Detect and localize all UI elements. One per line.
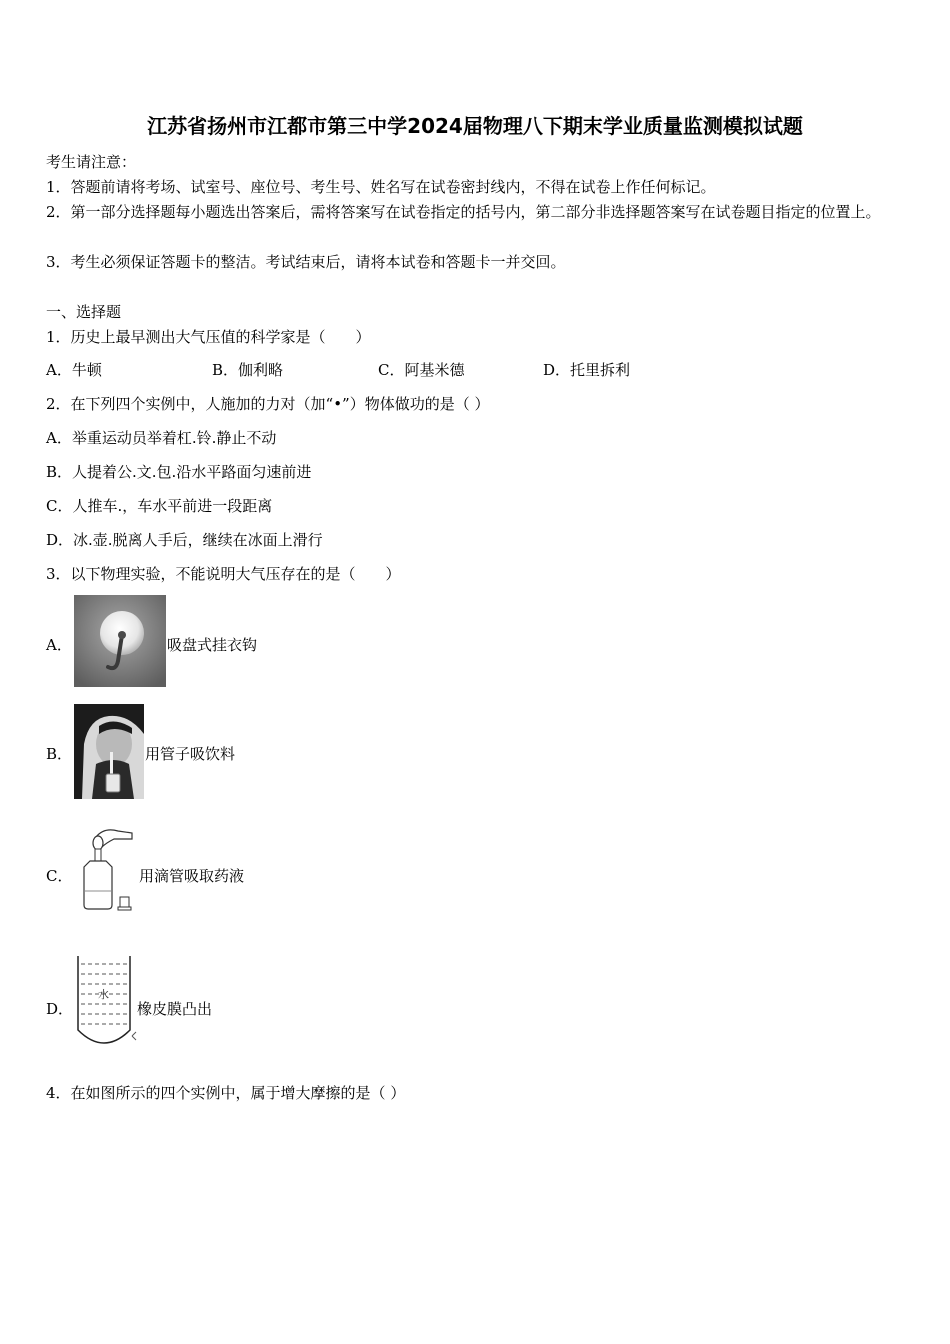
question-1-option-c: C．阿基米德 bbox=[378, 361, 465, 379]
question-2-stem: 2．在下列四个实例中，人施加的力对（加“•”）物体做功的是（ ） bbox=[46, 395, 490, 413]
notice-item-3: 3．考生必须保证答题卡的整洁。考试结束后，请将本试卷和答题卡一并交回。 bbox=[46, 253, 566, 271]
question-3-stem: 3．以下物理实验，不能说明大气压存在的是（ ） bbox=[46, 565, 401, 583]
rubber-membrane-image bbox=[74, 952, 138, 1052]
question-2-option-a: A．举重运动员举着杠.铃.静止不动 bbox=[46, 429, 277, 447]
question-2-option-d: D．冰.壶.脱离人手后，继续在冰面上滑行 bbox=[46, 531, 323, 549]
question-1-option-b: B．伽利略 bbox=[212, 361, 284, 379]
question-4-stem: 4．在如图所示的四个实例中，属于增大摩擦的是（ ） bbox=[46, 1084, 406, 1102]
dropper-drawing bbox=[74, 825, 134, 913]
question-3-option-d-letter: D． bbox=[46, 1000, 74, 1018]
notice-item-2: 2．第一部分选择题每小题选出答案后，需将答案写在试卷指定的括号内，第二部分非选择题答案写在试卷题目指定的位置上。 bbox=[46, 203, 881, 221]
dropper-image bbox=[74, 825, 134, 913]
drinking-straw-image bbox=[74, 704, 144, 799]
question-2-option-b: B．人提着公.文.包.沿水平路面匀速前进 bbox=[46, 463, 312, 481]
question-3-option-b-letter: B． bbox=[46, 745, 73, 763]
section-heading: 一、选择题 bbox=[46, 303, 122, 321]
question-2-option-c: C．人推车.，车水平前进一段距离 bbox=[46, 497, 273, 515]
question-3-option-a-text: 吸盘式挂衣钩 bbox=[167, 636, 258, 654]
rubber-membrane-drawing bbox=[74, 952, 138, 1052]
question-3-option-d-text: 橡皮膜凸出 bbox=[137, 1000, 213, 1018]
suction-hook-drawing bbox=[74, 595, 166, 687]
suction-hook-image bbox=[74, 595, 166, 687]
question-1-stem: 1．历史上最早测出大气压值的科学家是（ ） bbox=[46, 328, 371, 346]
water-label: 水 bbox=[98, 988, 109, 1001]
notice-item-1: 1．答题前请将考场、试室号、座位号、考生号、姓名写在试卷密封线内，不得在试卷上作任何标记。 bbox=[46, 178, 716, 196]
drinking-straw-drawing bbox=[74, 704, 144, 799]
question-3-option-a-letter: A． bbox=[46, 636, 72, 654]
question-1-option-d: D．托里拆利 bbox=[543, 361, 631, 379]
question-3-option-c-text: 用滴管吸取药液 bbox=[139, 867, 245, 885]
notice-heading: 考生请注意： bbox=[46, 153, 137, 171]
question-1-option-a: A．牛顿 bbox=[46, 361, 102, 379]
question-3-option-c-letter: C． bbox=[46, 867, 73, 885]
question-3-option-b-text: 用管子吸饮料 bbox=[145, 745, 236, 763]
page-title: 江苏省扬州市江都市第三中学2024届物理八下期末学业质量监测模拟试题 bbox=[147, 114, 803, 138]
